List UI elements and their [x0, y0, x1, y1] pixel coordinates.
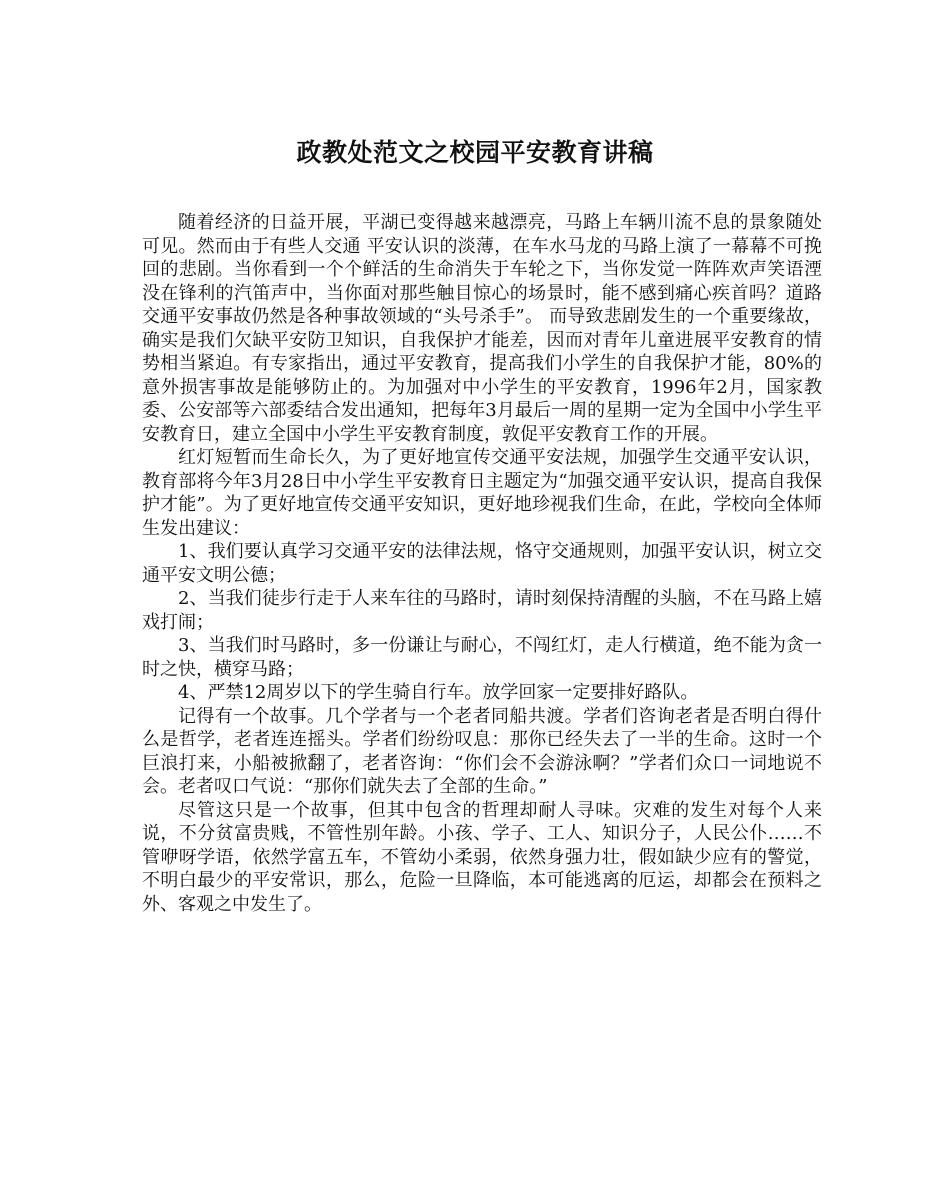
document-body	[142, 211, 822, 916]
paragraph-rule-3: 3、当我们时马路时，多一份谦让与耐心，不闯红灯，走人行横道，绝不能为贪一时之快，横穿马路；	[142, 635, 822, 680]
paragraph-proposal: 红灯短暂而生命长久，为了更好地宣传交通平安法规，加强学生交通平安认识，教育部将今年3月28日中小学生平安教育日主题定为“加强交通平安认识，提高自我保护才能”。为了更好地宣传交通平安知识，更好地珍视我们生命，在此，学校向全体师生发出建议：	[142, 447, 822, 539]
paragraph-rule-4: 4、严禁12周岁以下的学生骑自行车。放学回家一定要排好路队。	[178, 682, 699, 703]
document-title: 政教处范文之校园平安教育讲稿	[296, 138, 654, 167]
paragraph-story: 记得有一个故事。几个学者与一个老者同船共渡。学者们咨询老者是否明白得什么是哲学，老者连连摇头。学者们纷纷叹息：那你已经失去了一半的生命。这时一个巨浪打来，小船被掀翻了，老者咨询：“你们会不会游泳啊？”学者们众口一词地说不会。老者叹口气说：“那你们就失去了全部的生命。”	[142, 705, 822, 797]
paragraph-conclusion: 尽管这只是一个故事，但其中包含的哲理却耐人寻味。灾难的发生对每个人来说，不分贫富贵贱，不管性别年龄。小孩、学子、工人、知识分子，人民公仆……不管咿呀学语，依然学富五车，不管幼小柔弱，依然身强力壮，假如缺少应有的警觉，不明白最少的平安常识，那么，危险一旦降临，本可能逃离的厄运，却都会在预料之外、客观之中发生了。	[142, 799, 822, 915]
paragraph-rule-1: 1、我们要认真学习交通平安的法律法规，恪守交通规则，加强平安认识，树立交通平安文明公德；	[142, 541, 822, 586]
paragraph-intro: 随着经济的日益开展，平湖已变得越来越漂亮，马路上车辆川流不息的景象随处可见。然而由于有些人交通 平安认识的淡薄，在车水马龙的马路上演了一幕幕不可挽回的悲剧。当你看到一个个鲜活的生命消失于车轮之下，当你发觉一阵阵欢声笑语湮没在锋利的汽笛声中，当你面对那些触目惊心的场景时，能不感到痛心疾首吗？道路交通平安事故仍然是各种事故领域的“头号杀手”。 而导致悲剧发生的一个重要缘故，确实是我们欠缺平安防卫知识，自我保护才能差，因而对青年儿童进展平安教育的情势相当紧迫。有专家指出，通过平安教育，提高我们小学生的自我保护才能，80%的意外损害事故是能够防止的。为加强对中小学生的平安教育，1996年2月，国家教委、公安部等六部委结合发出通知，把每年3月最后一周的星期一定为全国中小学生平安教育日，建立全国中小学生平安教育制度，敦促平安教育工作的开展。	[142, 212, 822, 445]
paragraph-rule-2: 2、当我们徒步行走于人来车往的马路时，请时刻保持清醒的头脑，不在马路上嬉戏打闹；	[142, 588, 822, 633]
